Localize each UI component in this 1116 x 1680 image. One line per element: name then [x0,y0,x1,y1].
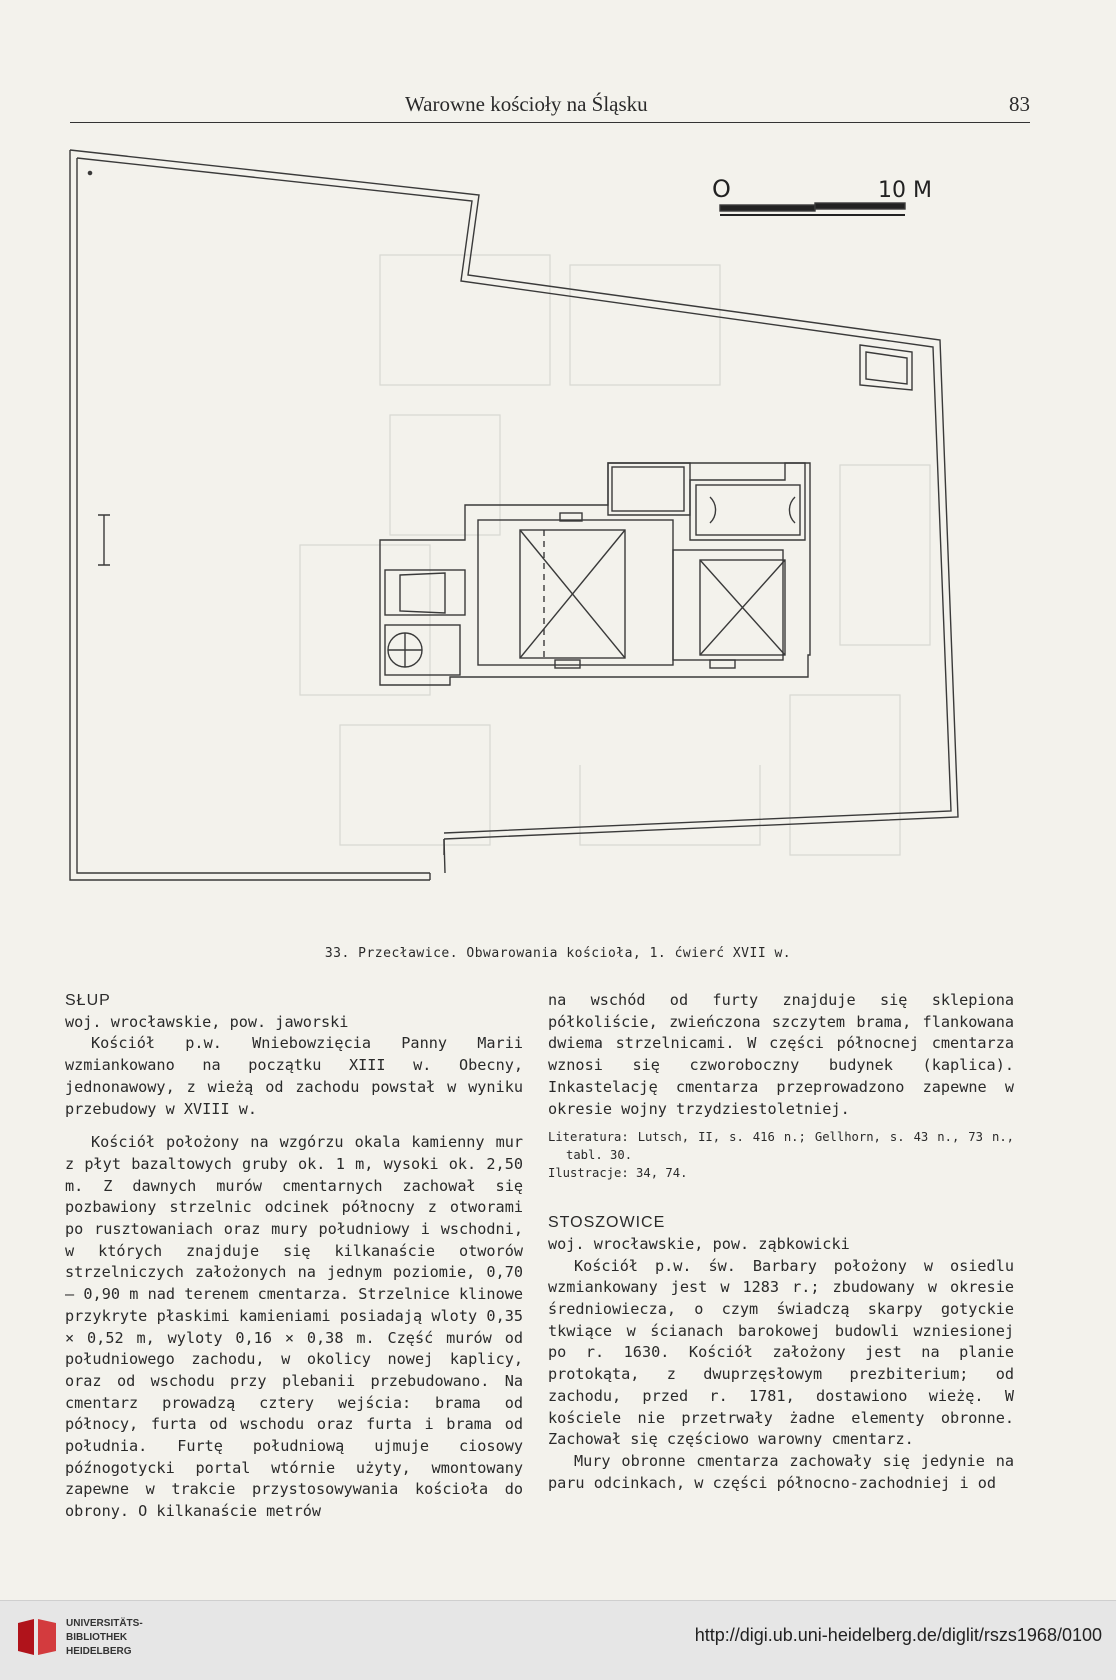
left-column [65,990,523,1523]
library-footer [0,1600,1116,1680]
scale-ten: 10 M [878,178,932,203]
paragraph: Mury obronne cmentarza zachowały się jedynie na paru odcinkach, w części północno-zachodniej i od [548,1451,1014,1492]
library-name: UNIVERSITÄTS- BIBLIOTHEK HEIDELBERG [66,1618,143,1657]
paragraph: Kościół p.w. Wniebowzięcia Panny Marii wzmiankowano na początku XIII w. Obecny, jednonawowy, z wieżą od zachodu powstał w wyniku przebudowy w XVIII w. [65,1034,523,1118]
fortification-plan [60,145,1050,955]
right-column [548,990,1014,1494]
section-heading-stoszowice: STOSZOWICE [548,1214,666,1232]
paragraph-continuation: na wschód od furty znajduje się sklepiona półkoliście, zwieńczona szczytem brama, flankowana dwiema strzelnicami. W części północnej cmentarza wznosi się czworoboczny budynek (kaplica). Inkastelację cmentarza przeprowadzono zapewne w okresie wojny trzydziestoletniej. [548,991,1014,1118]
section-heading-slup: SŁUP [65,992,111,1009]
running-title: Warowne kościoły na Śląsku [405,92,648,116]
paragraph: Kościół p.w. św. Barbary położony w osiedlu wzmiankowany jest w 1283 r.; zbudowany w okresie średniowiecza, o czym świadczą skarpy gotyckie tkwiące w ścianach barokowej budowli wzniesionej po r. 1630. Kościół założony jest na planie protokąta, z dwuprzęsłowym prezbiterium; od zachodu, przed r. 1781, dostawiono wieżę. W kościele nie przetrwały żadne elementy obronne. Zachował się częściowo warowny cmentarz. [548,1256,1014,1449]
paragraph: Kościół położony na wzgórzu okala kamienny mur z płyt bazaltowych gruby ok. 1 m, wysoki ok. 2,50 m. Z dawnych murów cmentarnych zachował się pozbawiony strzelnic odcinek północny z otworami po rusztowaniach oraz mury południowy i wschodni, w których znajduje się kilkanaście otworów strzelniczych założonych na jednym poziomie, 0,70 — 0,90 m nad terenem cmentarza. Strzelnice klinowe przykryte płaskimi kamieniami posiadają wloty 0,35 × 0,52 m, wyloty 0,16 × 0,38 m. Część murów od południowego zachodu, w okolicy nowej kaplicy, oraz od wschodu przy plebanii przebudowano. Na cmentarz prowadzą cztery wejścia: brama od północy, furta od wschodu oraz furta i brama od południa. Furtę południową ujmuje ciosowy późnogotycki portal wtórnie użyty, wmontowany zapewne w trakcie przystosowywania kościoła do obrony. O kilkanaście metrów [65,1133,523,1521]
bleed-through-plan [300,255,930,855]
church-plan [380,463,810,685]
references [548,1128,1014,1182]
illustrations-note: Ilustracje: 34, 74. [548,1166,688,1181]
literature-note: Literatura: Lutsch, II, s. 416 n.; Gellhorn, s. 43 n., 73 n., tabl. 30. [548,1130,1014,1163]
section-subheading-slup: woj. wrocławskie, pow. jaworski [65,1012,349,1031]
section-subheading-stoszowice: woj. wrocławskie, pow. ząbkowicki [548,1234,850,1253]
digital-library-url[interactable]: http://digi.ub.uni-heidelberg.de/diglit/rszs1968/0100 [694,1625,1102,1645]
scale-bar [720,203,905,215]
outer-wall [70,150,958,880]
corner-building [860,345,912,390]
scale-zero: O [712,175,731,203]
library-logo-icon [14,1615,60,1661]
figure-caption: 33. Przecławice. Obwarowania kościoła, 1. ćwierć XVII w. [324,946,792,961]
page-number: 83 [1009,92,1030,116]
page-header [70,90,1030,123]
